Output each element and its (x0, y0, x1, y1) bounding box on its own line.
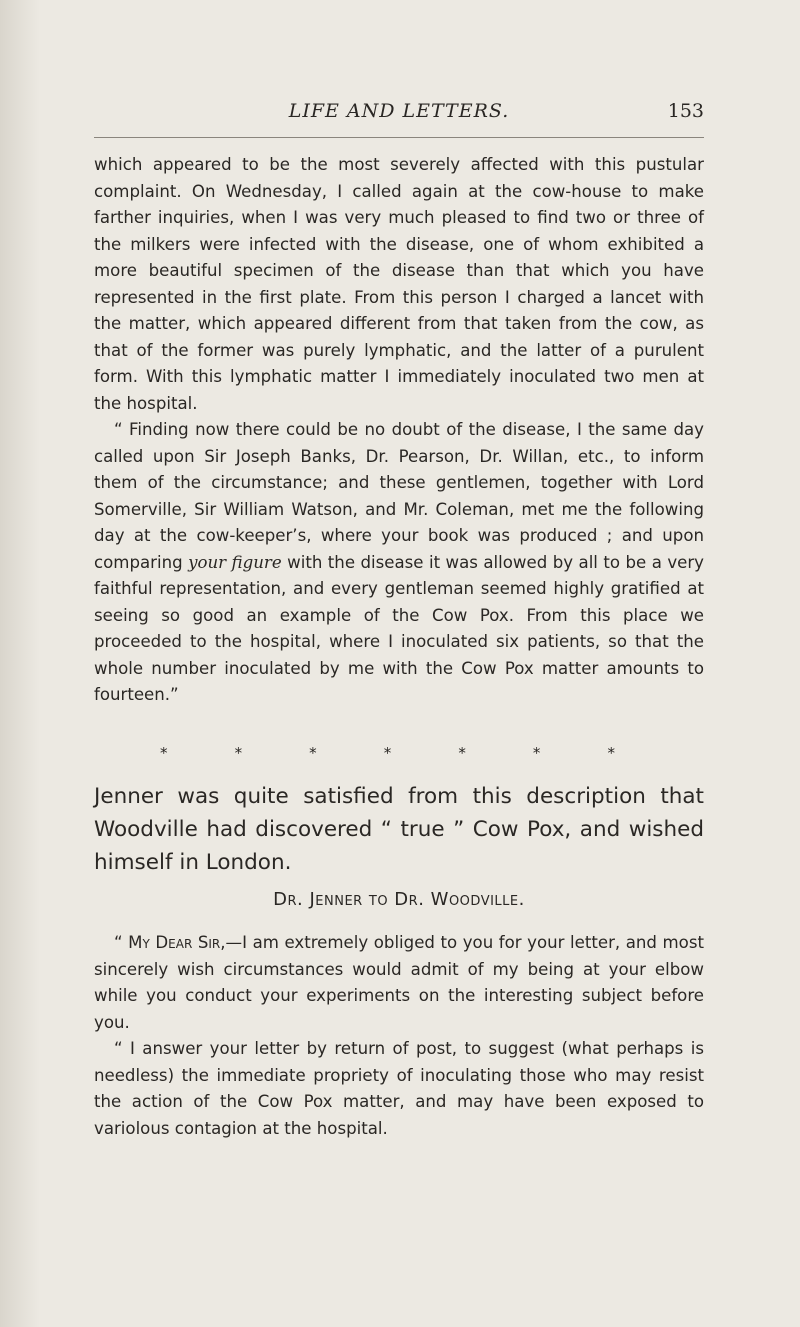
section-break-asterisks (160, 744, 615, 762)
italic-phrase: your figure (188, 552, 282, 572)
asterisk: * (309, 744, 317, 762)
narrative-text: Jenner was quite satisfied from this description that Woodville had discovered “ true ” Cow Pox, and wished himself in London. (94, 784, 704, 875)
header-rule (94, 137, 704, 138)
paragraph-1: which appeared to be the most severely affected with this pustular complaint. On Wednesday, I called again at the cow-house to make farther inquiries, when I was very much pleased to find two or three of the milkers were infected with the disease, one of whom exhibited a more beautiful specimen of the disease than that which you have represented in the first plate. From this person I charged a lancet with the matter, which appeared different from that taken from the cow, as that of the former was purely lymphatic, and the latter of a purulent form. With this lymphatic matter I immediately inoculated two men at the hospital. (94, 155, 704, 413)
asterisk: * (383, 744, 392, 762)
asterisk: * (458, 744, 466, 762)
letter-excerpt (94, 152, 704, 709)
page-number: 153 (667, 100, 704, 122)
salutation: “ My Dear Sir, (114, 933, 226, 952)
letter-heading: Dr. Jenner to Dr. Woodville. (273, 889, 525, 910)
letter-paragraph-1 (94, 930, 704, 1036)
asterisk: * (234, 744, 243, 762)
asterisk: * (532, 744, 541, 762)
page-edge-shadow (0, 0, 40, 1327)
paragraph-2-start: “ Finding now there could be no doubt of the disease, I the same day called upon Sir Joseph Banks, Dr. Pearson, Dr. Willan, etc., to inform them of the circumstance; and these gentlemen, together with Lord Somerville, Sir William Watson, and Mr. Coleman, met me the following day at the cow-keeper’s, where your book was produced ; and upon comparing (94, 420, 704, 572)
letter-paragraph-1-text: —I am extremely obliged to you for your letter, and most sincerely wish circumstances would admit of my being at your elbow while you conduct your experiments on the interesting subject before you. (94, 933, 704, 1032)
narrative-paragraph (94, 780, 704, 879)
asterisk: * (607, 744, 615, 762)
paragraph-2 (94, 417, 704, 709)
running-title: LIFE AND LETTERS. (288, 100, 510, 122)
paragraph-2-end: with the disease it was allowed by all to be a very faithful representation, and every gentleman seemed highly gratified at seeing so good an example of the Cow Pox. From this place we proceeded to the hospital, where I inoculated six patients, so that the whole number inoculated by me with the Cow Pox matter amounts to fourteen.” (94, 552, 704, 704)
letter-body (94, 930, 704, 1142)
letter-paragraph-2: “ I answer your letter by return of post, to suggest (what perhaps is needless) the immediate propriety of inoculating those who may resist the action of the Cow Pox matter, and may have been exposed to variolous contagion at the hospital. (94, 1039, 704, 1138)
asterisk: * (160, 744, 168, 762)
page-header (94, 100, 704, 140)
